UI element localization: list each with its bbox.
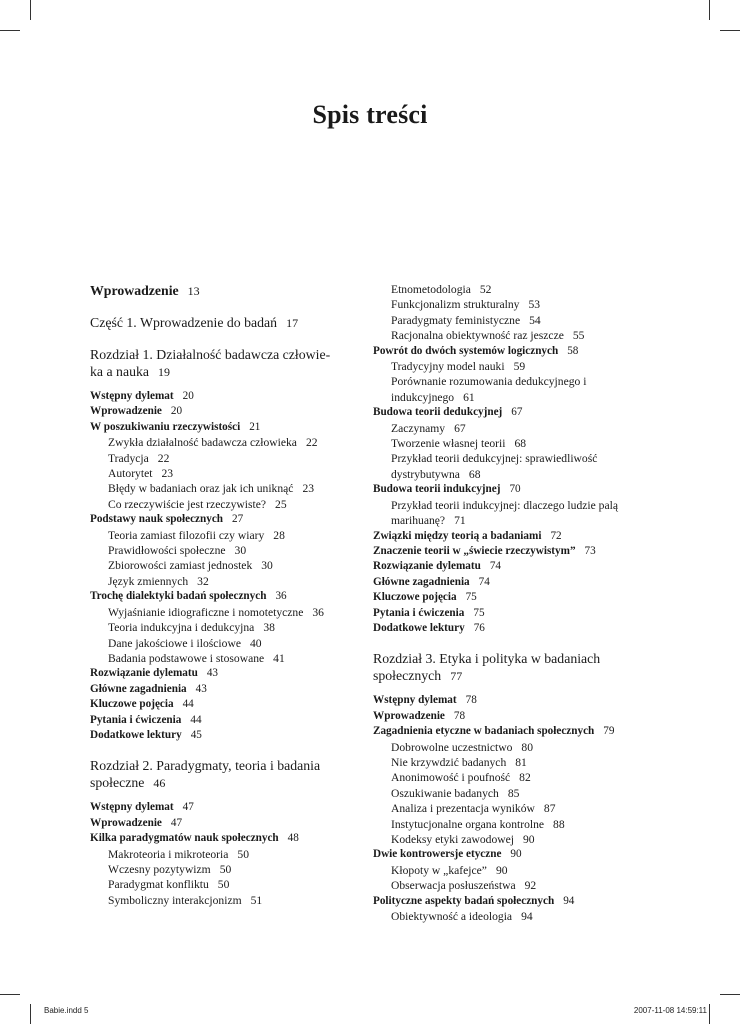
toc-entry-title: Prawidłowości społeczne (108, 544, 226, 558)
toc-entry-title: Wprowadzenie (373, 709, 445, 722)
toc-entry-page: 28 (273, 528, 285, 542)
toc-entry-page: 50 (237, 847, 249, 861)
toc-entry (373, 770, 645, 785)
toc-entry-title: Zagadnienia etyczne w badaniach społecznych (373, 725, 595, 738)
toc-entry (90, 481, 352, 496)
toc-entry (373, 621, 645, 636)
toc-entry (373, 451, 645, 482)
toc-entry (90, 800, 352, 815)
toc-entry-page: 90 (523, 833, 535, 846)
toc-entry (90, 728, 352, 743)
toc-entry (90, 847, 352, 862)
crop-mark (720, 30, 740, 31)
toc-entry-title: Tradycja (108, 451, 149, 465)
toc-entry (373, 606, 645, 621)
toc-entry-title: Pytania i ćwiczenia (90, 713, 182, 726)
toc-entry-page: 72 (550, 529, 562, 542)
toc-entry (373, 436, 645, 451)
footer-timestamp: 2007-11-08 14:59:11 (633, 1006, 707, 1015)
toc-entry-page: 36 (275, 590, 287, 603)
toc-entry-title: Dodatkowe lektury (90, 728, 182, 741)
toc-entry (373, 863, 645, 878)
toc-entry-page: 71 (454, 514, 466, 528)
toc-entry-title: Tworzenie własnej teorii (391, 437, 506, 451)
toc-entry (90, 451, 352, 466)
toc-entry (90, 862, 352, 877)
toc-entry-title: Wprowadzenie (90, 405, 162, 418)
toc-entry-page: 41 (273, 651, 285, 665)
toc-entry-page: 20 (170, 405, 183, 418)
toc-entry-title: Przykład teorii indukcyjnej: dlaczego ludzie palą marihuanę? (391, 498, 618, 528)
toc-entry-page: 94 (563, 894, 575, 907)
toc-entry-title: Symboliczny interakcjonizm (108, 893, 242, 907)
toc-entry (373, 328, 645, 343)
toc-entry-page: 30 (261, 559, 273, 573)
toc-entry (90, 605, 352, 620)
toc-entry (90, 877, 352, 892)
toc-entry (90, 404, 352, 419)
toc-entry-title: Teoria zamiast filozofii czy wiary (108, 528, 265, 542)
crop-mark (30, 0, 31, 20)
toc-entry-page: 58 (567, 344, 579, 357)
toc-entry-title: Anonimowość i poufność (391, 771, 511, 785)
toc-entry-title: Dodatkowe lektury (373, 621, 465, 634)
toc-entry-title: Wstępny dylemat (90, 801, 174, 814)
crop-mark (0, 994, 20, 995)
toc-entry (373, 359, 645, 374)
toc-entry-page: 94 (521, 910, 533, 924)
toc-entry-page: 40 (249, 636, 262, 650)
toc-entry (90, 389, 352, 404)
toc-entry-title: Budowa teorii indukcyjnej (373, 483, 501, 496)
toc-entry-page: 76 (473, 621, 485, 634)
toc-entry-page: 79 (603, 725, 615, 738)
toc-entry-page: 70 (509, 483, 521, 496)
toc-entry (373, 832, 645, 847)
toc-entry-page: 52 (479, 283, 492, 296)
toc-entry-page: 20 (182, 390, 194, 402)
toc-entry-page: 30 (234, 544, 247, 558)
toc-entry-page: 51 (250, 893, 263, 907)
toc-entry (373, 575, 645, 590)
toc-entry (90, 435, 352, 450)
toc-entry-title: Nie krzywdzić badanych (391, 755, 507, 769)
toc-entry (373, 544, 645, 559)
toc-entry (90, 620, 352, 635)
toc-entry-title: Racjonalna obiektywność raz jeszcze (391, 329, 564, 343)
toc-entry-title: Związki między teorią a badaniami (373, 529, 542, 542)
toc-entry (373, 817, 645, 832)
toc-entry-title: Obiektywność a ideologia (391, 910, 513, 924)
toc-entry (373, 740, 645, 755)
toc-entry-page: 59 (513, 360, 526, 374)
toc-entry-page: 87 (543, 802, 556, 816)
toc-entry-page: 82 (519, 771, 531, 785)
toc-entry-page: 90 (495, 863, 508, 877)
toc-column-right (373, 282, 645, 924)
toc-entry-page: 43 (206, 667, 219, 680)
toc-entry (90, 666, 352, 681)
toc-entry (373, 421, 645, 436)
toc-entry-title: Autorytet (108, 467, 153, 481)
toc-entry-page: 54 (529, 313, 541, 327)
toc-entry-page: 85 (507, 786, 520, 800)
toc-entry (90, 543, 352, 558)
toc-entry-title: Kluczowe pojęcia (90, 698, 174, 711)
toc-entry-title: Pytania i ćwiczenia (373, 606, 465, 619)
toc-entry-page: 88 (553, 817, 565, 831)
toc-intro: Wprowadzenie 13 (90, 283, 200, 298)
toc-column-left (90, 282, 352, 908)
toc-entry-page: 68 (514, 437, 527, 451)
toc-entry (90, 528, 352, 543)
toc-entry-title: Trochę dialektyki badań społecznych (90, 590, 267, 603)
toc-entry-title: Budowa teorii dedukcyjnej (373, 406, 503, 419)
toc-entry-page: 23 (302, 482, 315, 496)
toc-list-ch2 (90, 800, 352, 908)
toc-entry-title: Główne zagadnienia (373, 575, 470, 588)
toc-entry (373, 709, 645, 724)
toc-entry-title: Język zmiennych (108, 574, 189, 588)
toc-entry-title: Podstawy nauk społecznych (90, 513, 224, 526)
toc-entry (90, 558, 352, 573)
toc-entry (90, 636, 352, 651)
toc-entry-title: Wstępny dylemat (90, 390, 174, 402)
toc-entry-page: 43 (195, 682, 207, 695)
toc-entry (373, 374, 645, 405)
toc-chapter-2: Rozdział 2. Paradygmaty, teoria i badania społeczne 46 (90, 758, 321, 791)
toc-entry-title: Wstępny dylemat (373, 694, 457, 707)
toc-entry-page: 22 (157, 451, 170, 465)
toc-entry (90, 574, 352, 589)
toc-entry (373, 282, 645, 297)
toc-entry-page: 74 (489, 560, 502, 573)
toc-entry-page: 32 (197, 574, 209, 588)
toc-entry (373, 559, 645, 574)
toc-entry-page: 47 (182, 801, 194, 814)
toc-entry-title: Kłopoty w „kafejce” (391, 863, 487, 877)
toc-entry-title: Oszukiwanie badanych (391, 786, 499, 800)
toc-chapter-3: Rozdział 3. Etyka i polityka w badaniach społecznych 77 (373, 651, 601, 684)
toc-entry-page: 27 (232, 513, 244, 526)
toc-entry (373, 894, 645, 909)
crop-mark (720, 994, 740, 995)
toc-list-ch3 (373, 693, 645, 924)
toc-entry-page: 38 (263, 621, 275, 635)
toc-entry (373, 482, 645, 497)
toc-entry (373, 529, 645, 544)
toc-entry-page: 45 (190, 728, 202, 741)
toc-entry-page: 23 (161, 467, 174, 481)
toc-entry-title: Kluczowe pojęcia (373, 591, 457, 604)
toc-entry-title: Powrót do dwóch systemów logicznych (373, 344, 559, 357)
toc-entry-title: Zwykła działalność badawcza człowieka (108, 436, 297, 450)
toc-entry (90, 589, 352, 604)
toc-entry-title: Kilka paradygmatów nauk społecznych (90, 832, 279, 845)
toc-entry-title: Dwie kontrowersje etyczne (373, 848, 502, 861)
toc-entry-title: Zaczynamy (391, 421, 446, 435)
toc-entry-title: Co rzeczywiście jest rzeczywiste? (108, 497, 267, 511)
toc-list-ch2-cont (373, 282, 645, 636)
print-footer (0, 1006, 740, 1020)
toc-entry-page: 25 (275, 497, 287, 511)
toc-entry-title: Analiza i prezentacja wyników (391, 802, 535, 816)
toc-entry-page: 55 (572, 329, 585, 343)
toc-entry (373, 909, 645, 924)
toc-entry-page: 90 (510, 848, 522, 861)
toc-entry-title: Główne zagadnienia (90, 682, 187, 695)
toc-entry-title: Błędy w badaniach oraz jak ich uniknąć (108, 482, 294, 496)
toc-entry-page: 53 (528, 298, 541, 312)
toc-entry-title: Funkcjonalizm strukturalny (391, 298, 520, 312)
toc-entry (90, 497, 352, 512)
toc-entry-title: Tradycyjny model nauki (391, 360, 505, 374)
toc-entry (90, 420, 352, 435)
toc-entry-page: 44 (182, 698, 194, 711)
toc-entry-title: Znaczenie teorii w „świecie rzeczywistym” (373, 544, 576, 557)
footer-file: Babie.indd 5 (44, 1006, 89, 1015)
toc-entry-title: Etnometodologia (391, 283, 471, 296)
toc-entry (90, 466, 352, 481)
toc-entry-page: 21 (249, 420, 261, 433)
toc-entry-title: Porównanie rozumowania dedukcyjnego i indukcyjnego (391, 375, 587, 404)
toc-entry (90, 682, 352, 697)
toc-entry (373, 590, 645, 605)
toc-part-1: Część 1. Wprowadzenie do badań 17 (90, 315, 299, 330)
toc-entry-title: Makroteoria i mikroteoria (108, 847, 229, 861)
toc-entry-page: 22 (305, 436, 318, 450)
toc-entry (90, 816, 352, 831)
toc-entry-title: Obserwacja posłuszeństwa (391, 879, 516, 893)
toc-entry-title: Teoria indukcyjna i dedukcyjna (108, 621, 255, 635)
toc-entry-title: Rozwiązanie dylematu (373, 560, 481, 573)
toc-entry-page: 36 (312, 605, 324, 619)
toc-entry (90, 512, 352, 527)
toc-entry (373, 498, 645, 529)
crop-mark (0, 30, 20, 31)
toc-entry-page: 44 (190, 713, 202, 726)
toc-entry-title: Wyjaśnianie idiograficzne i nomotetyczne (108, 605, 304, 619)
toc-entry-page: 75 (465, 591, 477, 604)
toc-entry-title: Dobrowolne uczestnictwo (391, 740, 513, 754)
toc-entry (90, 893, 352, 908)
toc-entry-title: Dane jakościowe i ilościowe (108, 636, 241, 650)
page-title: Spis treści (312, 100, 428, 129)
toc-entry-title: Wczesny pozytywizm (108, 862, 211, 876)
toc-entry-title: Badania podstawowe i stosowane (108, 651, 265, 665)
toc-entry-title: Paradygmaty feministyczne (391, 313, 521, 327)
toc-chapter-1: Rozdział 1. Działalność badawcza człowie- ka a nauka 19 (90, 347, 331, 379)
toc-entry-page: 81 (515, 755, 527, 769)
toc-entry-title: Zbiorowości zamiast jednostek (108, 559, 253, 573)
toc-entry (373, 786, 645, 801)
toc-entry-page: 74 (478, 575, 490, 588)
toc-entry (373, 297, 645, 312)
toc-entry (373, 755, 645, 770)
toc-entry (373, 405, 645, 420)
toc-entry-title: Kodeksy etyki zawodowej (391, 833, 514, 846)
toc-entry (90, 831, 352, 846)
toc-entry-page: 67 (454, 421, 466, 435)
toc-entry-page: 47 (170, 816, 183, 829)
toc-entry-page: 50 (217, 878, 230, 892)
toc-entry-title: Instytucjonalne organa kontrolne (391, 817, 545, 831)
toc-entry-title: Przykład teorii dedukcyjnej: sprawiedliwość dystrybutywna (391, 452, 598, 481)
toc-entry (90, 697, 352, 712)
toc-entry-page: 80 (521, 740, 533, 754)
toc-entry-page: 78 (465, 694, 477, 707)
toc-entry (373, 724, 645, 739)
toc-entry-title: W poszukiwaniu rzeczywistości (90, 420, 241, 433)
toc-entry-title: Wprowadzenie (90, 816, 162, 829)
toc-entry-page: 61 (463, 390, 475, 404)
toc-entry-page: 50 (219, 862, 232, 876)
toc-entry (373, 313, 645, 328)
toc-entry (373, 847, 645, 862)
toc-entry (373, 344, 645, 359)
toc-entry (373, 878, 645, 893)
toc-entry-page: 92 (524, 879, 537, 893)
toc-entry-page: 67 (511, 406, 523, 419)
toc-entry (373, 801, 645, 816)
toc-entry-page: 78 (453, 709, 466, 722)
toc-entry (90, 713, 352, 728)
toc-entry-page: 68 (468, 467, 481, 481)
toc-entry-page: 48 (287, 832, 299, 845)
toc-entry-page: 73 (584, 544, 596, 557)
crop-mark (709, 0, 710, 20)
toc-entry-title: Polityczne aspekty badań społecznych (373, 894, 555, 907)
toc-entry-title: Paradygmat konfliktu (108, 878, 209, 892)
toc-entry-title: Rozwiązanie dylematu (90, 667, 198, 680)
toc-entry (90, 651, 352, 666)
toc-entry (373, 693, 645, 708)
toc-entry-page: 75 (473, 606, 485, 619)
toc-list-ch1 (90, 389, 352, 743)
